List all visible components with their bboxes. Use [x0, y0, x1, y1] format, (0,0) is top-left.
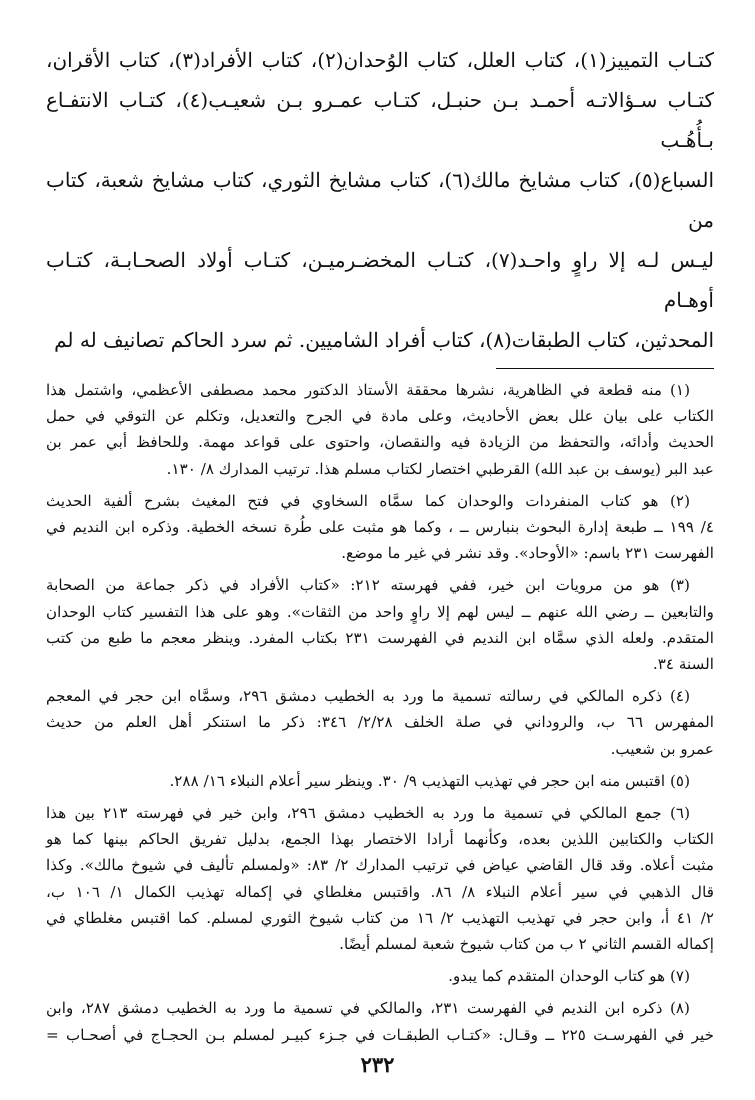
footnote-line: (٤) ذكره المالكي في رسالته تسمية ما ورد به الخطيب دمشق ٢٩٦، وسمَّاه ابن حجر في المعجم — [46, 687, 690, 706]
footnote-4 — [46, 683, 714, 762]
main-text — [46, 40, 714, 360]
footnote-line: الكتاب والكتابين اللذين بعده، وكأنهما أرادا الاختصار بهذا الجمع، بدليل تفريق الحاكم بينها كما هو — [46, 830, 714, 849]
footnote-line: عبد البر (يوسف بن عبد الله) القرطبي اختصار لكتاب مسلم هذا. ترتيب المدارك ٨/ ١٣٠. — [166, 459, 714, 478]
main-text-line: كتـاب التمييز(١)، كتاب العلل، كتاب الوُحدان(٢)، كتاب الأفراد(٣)، كتاب الأقران، — [46, 48, 714, 72]
footnote-line: (٧) هو كتاب الوحدان المتقدم كما يبدو. — [448, 967, 690, 986]
footnote-line: السنة ٣٤. — [652, 655, 714, 674]
footnote-line: المفهرس ٦٦ ب، والروداني في صلة الخلف ٢/٢٨/ ٣٤٦: ذكر ما استنكر أهل العلم من حديث — [46, 713, 714, 732]
main-text-line: ليـس لـه إلا راوٍ واحـد(٧)، كتـاب المخضـرميـن، كتـاب أولاد الصحـابـة، كتـاب أوهـام — [46, 248, 714, 312]
footnote-line: الفهرست ٢٣١ باسم: «الأوحاد». وقد نشر في غير ما موضع. — [341, 544, 714, 563]
footnote-7 — [46, 963, 714, 989]
footnote-line: مثبت أعلاه. وقد قال القاضي عياض في ترتيب المدارك ٢/ ٨٣: «ولمسلم تأليف في شيوخ مالك». وكذا — [46, 856, 715, 875]
footnote-line: (٨) ذكره ابن النديم في الفهرست ٢٣١، والمالكي في تسمية ما ورد به الخطيب دمشق ٢٨٧، وابن — [46, 999, 690, 1018]
footnote-separator — [496, 368, 714, 369]
footnote-line: خير في الفهرسـت ٢٢٥ ــ وقـال: «كتـاب الطبقـات في جـزء كبيـر لمسلم بـن الحجـاج في أصحـاب = — [46, 1025, 714, 1044]
footnote-line: المتقدم. ولعله الذي سمَّاه ابن النديم في الفهرست ٢٣١ بكتاب المفرد. وينظر معجم ما طبع من كتب — [46, 628, 714, 647]
page-number: ٢٣٢ — [360, 1052, 395, 1077]
main-text-line: كتـاب سـؤالاتـه أحمـد بـن حنبـل، كتـاب عمـرو بـن شعيـب(٤)، كتـاب الانتفـاع بـأُهُـب — [46, 88, 714, 152]
footnote-line: والتابعين ــ رضي الله عنهم ــ ليس لهم إلا راوٍ واحد من الثقات». وهو على هذا التفسير كتاب الوحدان — [46, 602, 714, 621]
footnote-6 — [46, 800, 714, 957]
footnote-line: قال الذهبي في سير أعلام النبلاء ٨/ ٨٦. واقتبس مغلطاي في إكماله تهذيب الكمال ١/ ١٠٦ ب، — [46, 882, 714, 901]
footnote-line: الكتاب على بيان علل بعض الأحاديث، وعلى مادة في الجرح والتعديل، وتكلم عن التوقي في حمل — [46, 407, 714, 426]
footnote-line: ٢/ ٤١ أ، وابن حجر في تهذيب التهذيب ٢/ ١٦ من كتاب شيوخ الثوري لمسلم. كما اقتبس مغلطاي في — [46, 908, 714, 927]
footnote-2 — [46, 488, 714, 567]
footnote-3 — [46, 572, 714, 677]
main-text-line: السباع(٥)، كتاب مشايخ مالك(٦)، كتاب مشايخ الثوري، كتاب مشايخ شعبة، كتاب من — [46, 168, 714, 232]
footnote-line: (٦) جمع المالكي في تسمية ما ورد به الخطيب دمشق ٢٩٦، وابن خير في فهرسته ٢١٣ بين هذا — [46, 804, 690, 823]
footnote-line: عمرو بن شعيب. — [610, 739, 714, 758]
footnote-line: الحديث وأدائه، والتحفظ من الزيادة فيه والنقصان، واحتوى على قواعد مهمة. وللحافظ أبي عمر بن — [46, 433, 714, 452]
main-text-line: المحدثين، كتاب الطبقات(٨)، كتاب أفراد الشاميين. ثم سرد الحاكم تصانيف له لم — [54, 328, 714, 352]
footnotes — [46, 377, 714, 1048]
footnote-5 — [46, 768, 714, 794]
footnote-line: (١) منه قطعة في الظاهرية، نشرها محققة الأستاذ الدكتور محمد مصطفى الأعظمي، واشتمل هذا — [46, 381, 690, 399]
footnote-1 — [46, 377, 714, 482]
footnote-line: (٥) اقتبس منه ابن حجر في تهذيب التهذيب ٩/ ٣٠. وينظر سير أعلام النبلاء ١٦/ ٢٨٨. — [169, 771, 690, 790]
footnote-8 — [46, 995, 714, 1047]
footnote-line: ٤/ ١٩٩ ــ طبعة إدارة البحوث بنبارس ــ ، وكما هو مثبت على طُرة نسخه الخطية. وذكره ابن النديم في — [46, 518, 714, 537]
footnote-line: (٢) هو كتاب المنفردات والوحدان كما سمَّاه السخاوي في فتح المغيث بشرح ألفية الحديث — [46, 491, 690, 510]
footnote-line: (٣) هو من مرويات ابن خير، ففي فهرسته ٢١٢: «كتاب الأفراد في ذكر جماعة من الصحابة — [46, 576, 690, 595]
footnote-line: إكماله القسم الثاني ٢ ب من كتاب شيوخ شعبة لمسلم أيضًا. — [339, 935, 714, 954]
page — [46, 40, 714, 1054]
